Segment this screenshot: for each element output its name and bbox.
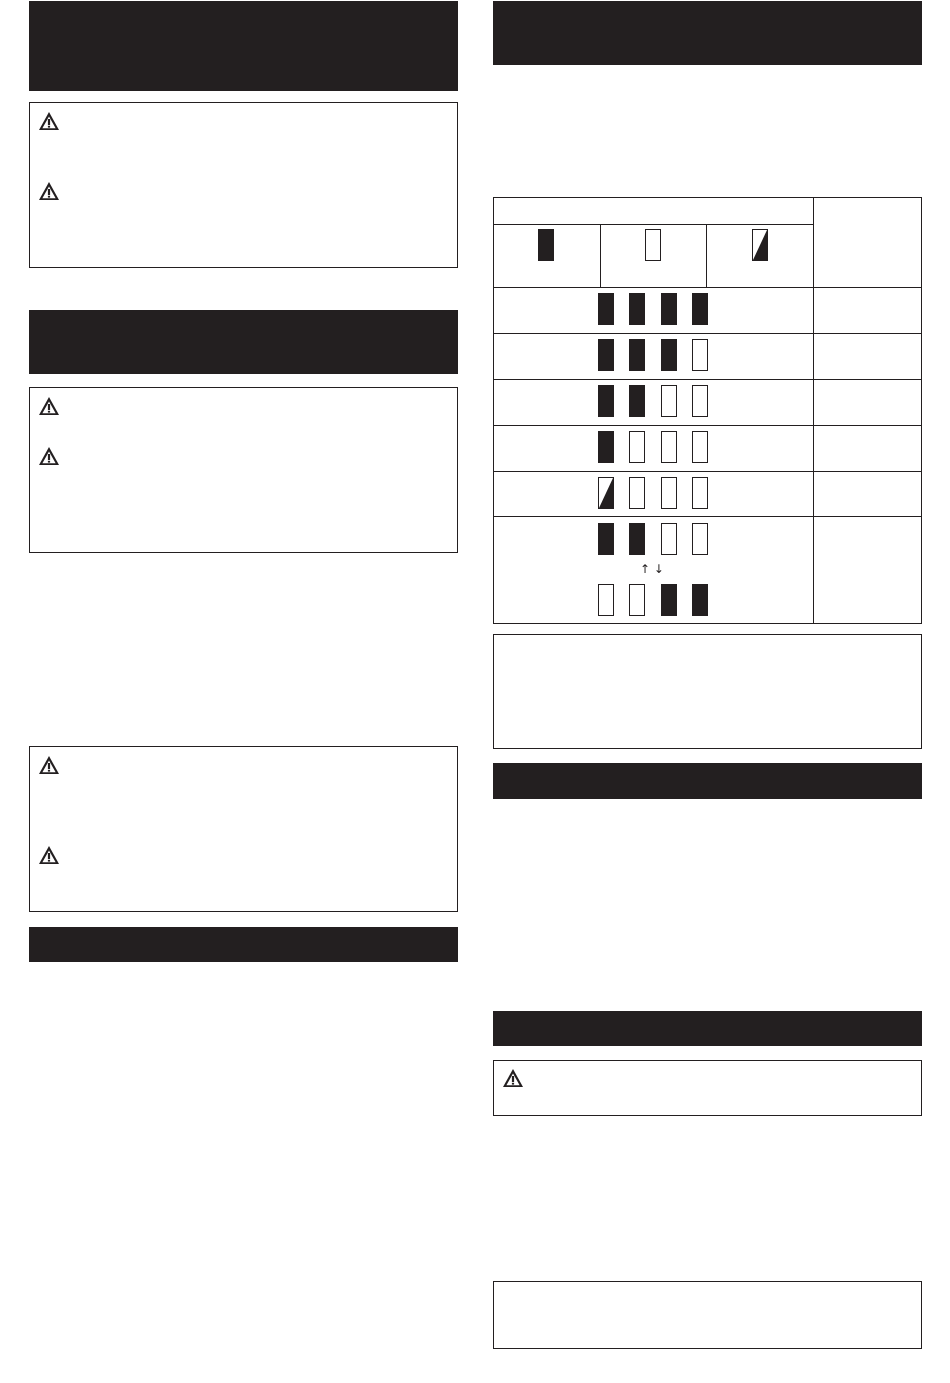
section-heading-bar [493, 763, 922, 799]
battery-indicator-table [493, 197, 922, 624]
indicator-lamp-off [661, 431, 677, 463]
indicator-lamp-off [692, 431, 708, 463]
section-heading-bar [29, 310, 458, 374]
section-heading-bar [29, 927, 458, 962]
indicator-lamp-off [629, 431, 645, 463]
section-heading-bar [493, 1, 922, 65]
warning-triangle-icon [38, 111, 60, 131]
warning-box [29, 387, 458, 553]
indicator-lamp-blink [598, 477, 614, 509]
indicator-lamp-on [598, 385, 614, 417]
indicator-lamp-on [661, 584, 677, 616]
warning-triangle-icon [38, 755, 60, 775]
indicator-lamp-on [661, 339, 677, 371]
section-heading-bar [29, 1, 458, 91]
indicator-lamp-off [661, 523, 677, 555]
warning-triangle-icon [38, 396, 60, 416]
toggle-arrows: ↑ ↓ [640, 562, 664, 576]
warning-box [493, 1060, 922, 1116]
indicator-lamp-off [629, 477, 645, 509]
warning-triangle-icon [502, 1068, 524, 1088]
note-box [493, 1281, 922, 1349]
indicator-lamp-off [692, 523, 708, 555]
warning-triangle-icon [38, 446, 60, 466]
indicator-lamp-off [661, 477, 677, 509]
warning-triangle-icon [38, 845, 60, 865]
indicator-lamp-on [598, 523, 614, 555]
indicator-lamp-on [629, 293, 645, 325]
warning-triangle-icon [38, 181, 60, 201]
warning-box [29, 746, 458, 912]
section-heading-bar [493, 1011, 922, 1046]
indicator-lamp-on [629, 339, 645, 371]
indicator-lamp-on [598, 339, 614, 371]
indicator-lamp-on [692, 293, 708, 325]
lamp-layer [493, 197, 922, 624]
indicator-lamp-on [629, 523, 645, 555]
warning-box [29, 102, 458, 268]
note-box [493, 634, 922, 749]
indicator-lamp-off [598, 584, 614, 616]
indicator-lamp-off [692, 339, 708, 371]
indicator-lamp-on [661, 293, 677, 325]
indicator-lamp-off [661, 385, 677, 417]
indicator-lamp-on [598, 431, 614, 463]
indicator-lamp-on [692, 584, 708, 616]
indicator-lamp-on [629, 385, 645, 417]
indicator-lamp-off [629, 584, 645, 616]
indicator-lamp-off [692, 477, 708, 509]
indicator-lamp-on [598, 293, 614, 325]
indicator-lamp-off [692, 385, 708, 417]
